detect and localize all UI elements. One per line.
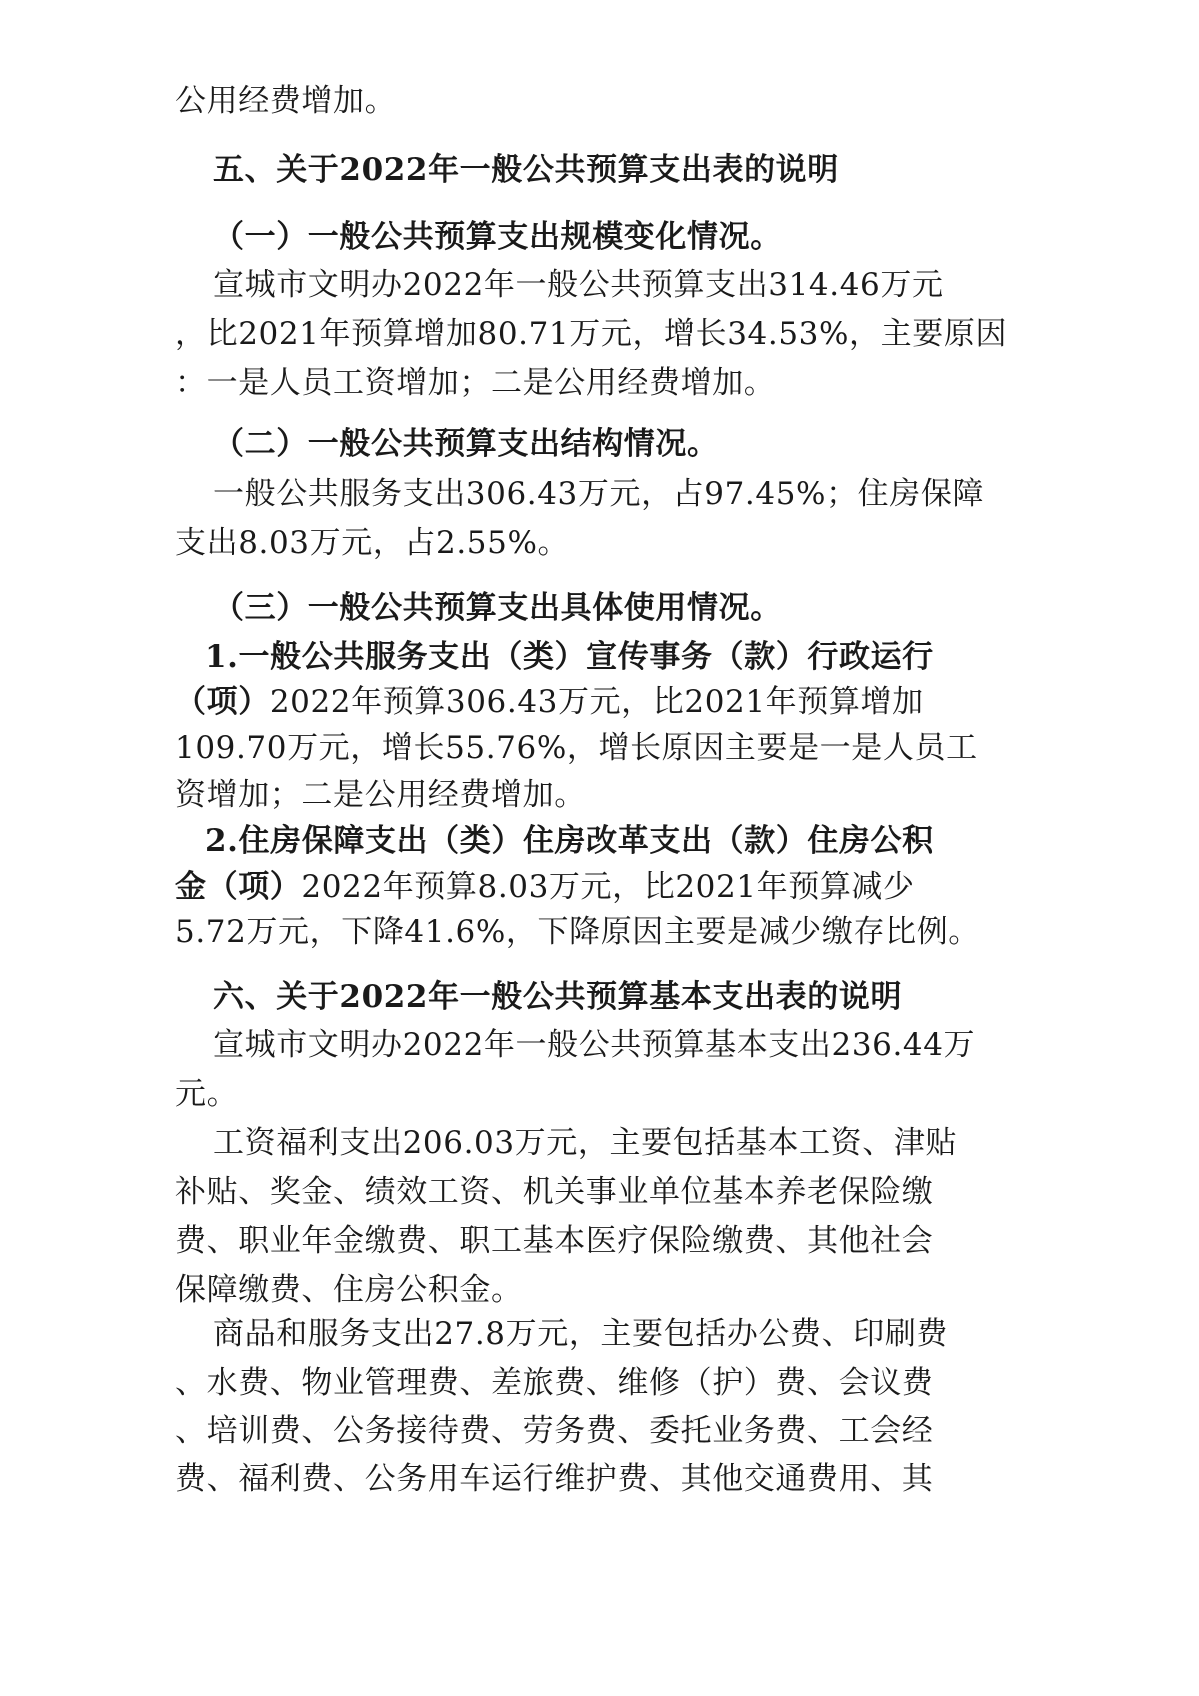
item-label: （项） [175,684,270,720]
paragraph-line: 109.70万元，增长55.76%，增长原因主要是一是人员工 [175,730,978,766]
subheading-5-3: （三）一般公共预算支出具体使用情况。 [213,590,782,626]
paragraph-line: 保障缴费、住房公积金。 [175,1272,523,1308]
paragraph-line: ，比2021年预算增加80.71万元，增长34.53%，主要原因 [175,316,1008,352]
paragraph-line: 宣城市文明办2022年一般公共预算支出314.46万元 [213,267,944,303]
paragraph-line: ：一是人员工资增加；二是公用经费增加。 [175,365,776,401]
paragraph-line: 费、福利费、公务用车运行维护费、其他交通费用、其 [175,1461,934,1497]
item-text: 2022年预算8.03万元，比2021年预算减少 [301,869,915,905]
paragraph-line: 补贴、奖金、绩效工资、机关事业单位基本养老保险缴 [175,1174,934,1210]
section-heading-5: 五、关于2022年一般公共预算支出表的说明 [213,152,839,188]
paragraph-line: 费、职业年金缴费、职工基本医疗保险缴费、其他社会 [175,1223,934,1259]
paragraph-line: 元。 [175,1076,239,1112]
paragraph-line: 一般公共服务支出306.43万元，占97.45%；住房保障 [213,476,985,512]
paragraph-line [175,864,1035,910]
paragraph-line: 工资福利支出206.03万元，主要包括基本工资、津贴 [213,1125,958,1161]
item-heading-2: 2.住房保障支出（类）住房改革支出（款）住房公积 [205,823,934,859]
paragraph-line: 、水费、物业管理费、差旅费、维修（护）费、会议费 [175,1365,934,1401]
paragraph-line: 、培训费、公务接待费、劳务费、委托业务费、工会经 [175,1413,934,1449]
paragraph-line: 支出8.03万元，占2.55%。 [175,525,570,561]
paragraph-line: 宣城市文明办2022年一般公共预算基本支出236.44万 [213,1027,976,1063]
item-heading-1: 1.一般公共服务支出（类）宣传事务（款）行政运行 [205,639,934,675]
section-heading-6: 六、关于2022年一般公共预算基本支出表的说明 [213,979,903,1015]
subheading-5-1: （一）一般公共预算支出规模变化情况。 [213,219,782,255]
paragraph-line: 资增加；二是公用经费增加。 [175,777,586,813]
paragraph-line [175,679,1035,725]
paragraph-line: 5.72万元，下降41.6%，下降原因主要是减少缴存比例。 [175,914,980,950]
subheading-5-2: （二）一般公共预算支出结构情况。 [213,426,719,462]
item-label: 金（项） [175,869,302,905]
paragraph-line: 商品和服务支出27.8万元，主要包括办公费、印刷费 [213,1316,949,1352]
paragraph-line: 公用经费增加。 [175,83,397,119]
item-text: 2022年预算306.43万元，比2021年预算增加 [269,684,924,720]
